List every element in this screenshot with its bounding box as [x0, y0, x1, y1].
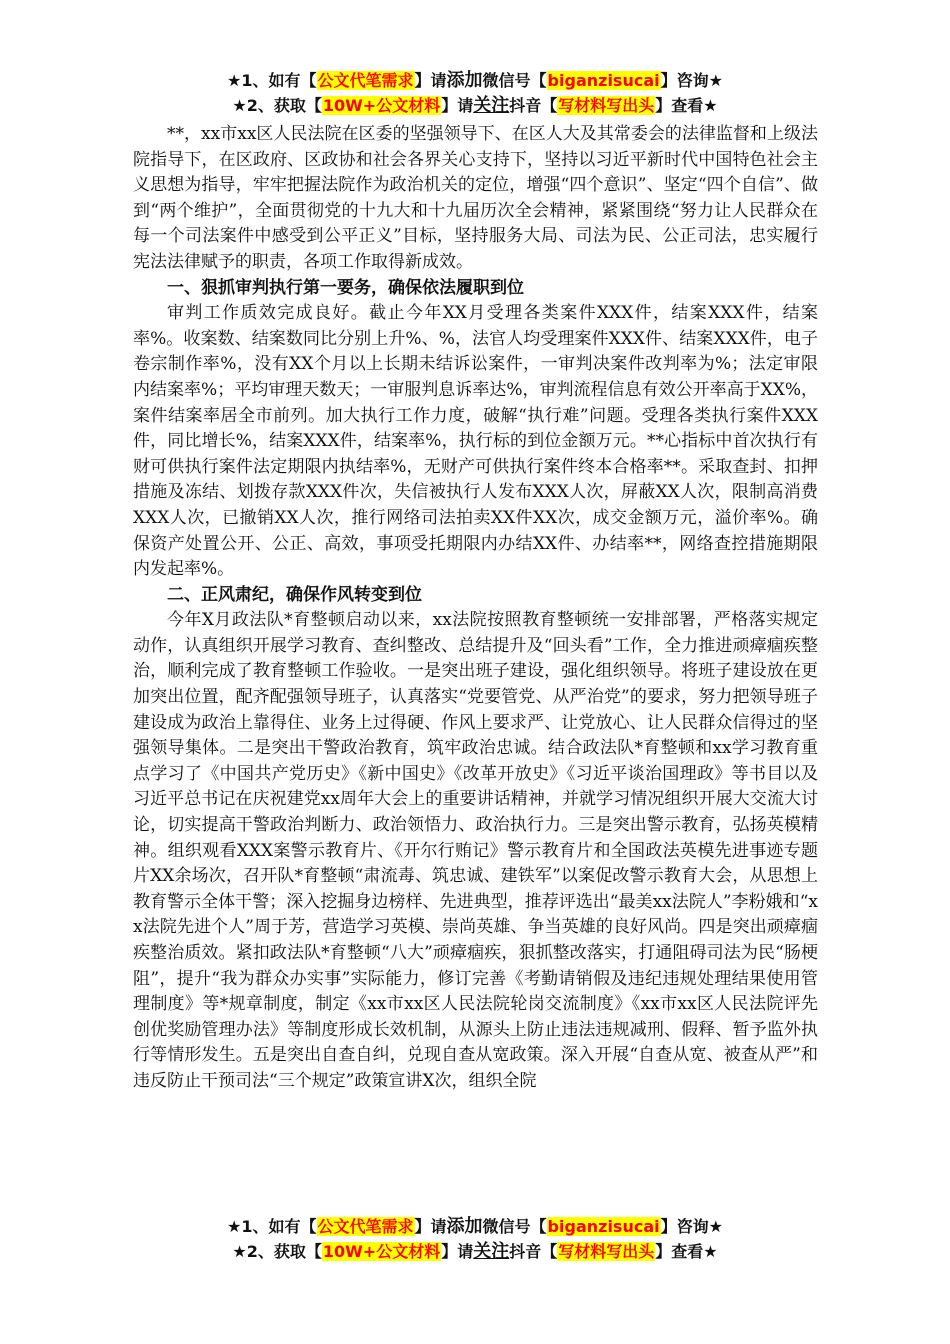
banner-line-1: [0, 1214, 950, 1239]
section-heading-2: 二、正风肃纪，确保作风转变到位: [167, 584, 422, 605]
banner-emphasis: 关注: [473, 95, 510, 116]
banner-line-1: [0, 68, 950, 93]
banner-text: 】查看★: [655, 1242, 718, 1261]
banner-emphasis: 添加: [446, 1216, 483, 1237]
banner-line-2: [0, 1239, 950, 1264]
banner-text: 抖音【: [509, 96, 558, 115]
banner-emphasis: 关注: [473, 1241, 510, 1262]
banner-text: 抖音【: [509, 1242, 558, 1261]
banner-text: 】请: [441, 96, 474, 115]
section-paragraph-2: 今年X月政法队*育整顿启动以来，xx法院按照教育整顿统一安排部署，严格落实规定动作，认真组织开展学习教育、查纠整改、总结提升及“回头看”工作，全力推进顽瘴痼疾整治，顺利完成了教育整顿工作验收。一是突出班子建设，强化组织领导。将班子建设放在更加突出位置，配齐配强领导班子，认真落实“党要管党、从严治党”的要求，努力把领导班子建设成为政治上靠得住、业务上过得硬、作风上要求严、让党放心、让人民群众信得过的坚强领导集体。二是突出干警政治教育，筑牢政治忠诚。结合政法队*育整顿和xx学习教育重点学习了《中国共产党历史》《新中国史》《改革开放史》《习近平谈治国理政》等书目以及习近平总书记在庆祝建党xx周年大会上的重要讲话精神，并就学习情况组织开展大交流大讨论，切实提高干警政治判断力、政治领悟力、政治执行力。三是突出警示教育，弘扬英模精神。组织观看XXX案警示教育片、《开尔行贿记》警示教育片和全国政法英模先进事迹专题片XX余场次，召开队*育整顿“肃流毒、筑忠诚、建铁军”以案促改警示教育大会，从思想上教育警示全体干警；深入挖掘身边榜样、先进典型，推荐评选出“最美xx法院人”李粉娥和“xx法院先进个人”周于芳，营造学习英模、崇尚英雄、争当英雄的良好风尚。四是突出顽瘴痼疾整治质效。紧扣政法队*育整顿“八大”顽瘴痼疾，狠抓整改落实，打通阻碍司法为民“肠梗阻”，提升“我为群众办实事”实际能力，修订完善《考勤请销假及违纪违规处理结果使用管理制度》等*规章制度，制定《xx市xx区人民法院轮岗交流制度》《xx市xx区人民法院评先创优奖励管理办法》等制度形成长效机制，从源头上防止违法违规减刑、假释、暂予监外执行等情形发生。五是突出自查自纠，兑现自查从宽政策。深入开展“自查从宽、被查从严”和违反防止干预司法“三个规定”政策宣讲X次，组织全院: [133, 610, 818, 1091]
top-banner: [0, 68, 950, 118]
document-body: [133, 122, 818, 1095]
banner-line-2: [0, 93, 950, 118]
banner-highlight: 公文代笔需求: [317, 71, 414, 90]
banner-text: 】请: [441, 1242, 474, 1261]
banner-text: ★1、如有【: [227, 71, 317, 90]
banner-text: ★2、获取【: [232, 1242, 322, 1261]
banner-text: 】咨询★: [660, 71, 723, 90]
banner-highlight: 写材料写出头: [558, 1242, 655, 1261]
section-paragraph-1: 审判工作质效完成良好。截止今年XX月受理各类案件XXX件，结案XXX件，结案率%。收案数、结案数同比分别上升%、%，法官人均受理案件XXX件、结案XXX件，电子卷宗制作率%，没有XX个月以上长期未结诉讼案件，一审判决案件改判率为%；法定审限内结案率%；平均审理天数天；一审服判息诉率达%，审判流程信息有效公开率高于XX%，案件结案率居全市前列。加大执行工作力度，破解“执行难”问题。受理各类执行案件XXX件，同比增长%，结案XXX件，结案率%，执行标的到位金额万元。**心指标中首次执行有财可供执行案件法定期限内执结率%，无财产可供执行案件终本合格率**。采取查封、扣押措施及冻结、划拨存款XXX件次，失信被执行人发布XXX人次，屏蔽XX人次，限制高消费XXX人次，已撤销XX人次，推行网络司法拍卖XX件XX次，成交金额万元，溢价率%。确保资产处置公开、公正、高效，事项受托期限内办结XX件、办结率**，网络查控措施期限内发起率%。: [133, 303, 818, 580]
bottom-banner: [0, 1214, 950, 1264]
banner-highlight: 写材料写出头: [558, 96, 655, 115]
banner-text: ★2、获取【: [232, 96, 322, 115]
banner-text: 微信号【: [482, 1217, 547, 1236]
banner-text: 】咨询★: [660, 1217, 723, 1236]
intro-paragraph: **，xx市xx区人民法院在区委的坚强领导下、在区人大及其常委会的法律监督和上级法院指导下，在区政府、区政协和社会各界关心支持下，坚持以习近平新时代中国特色社会主义思想为指导，牢牢把握法院作为政治机关的定位，增强“四个意识”、坚定“四个自信”、做到“两个维护”，全面贯彻党的十九大和十九届历次全会精神，紧紧围绕“努力让人民群众在每一个司法案件中感受到公平正义”目标，坚持服务大局、司法为民、公正司法，忠实履行宪法法律赋予的职责，各项工作取得新成效。: [133, 124, 818, 272]
section-heading-1: 一、狠抓审判执行第一要务，确保依法履职到位: [167, 277, 524, 298]
banner-text: 微信号【: [482, 71, 547, 90]
banner-text: 】查看★: [655, 96, 718, 115]
banner-highlight: biganzisucai: [547, 1217, 660, 1236]
banner-text: 】请: [414, 1217, 447, 1236]
banner-highlight: 公文代笔需求: [317, 1217, 414, 1236]
banner-text: ★1、如有【: [227, 1217, 317, 1236]
banner-highlight: 10W+公文材料: [322, 1242, 441, 1261]
banner-text: 】请: [414, 71, 447, 90]
banner-highlight: 10W+公文材料: [322, 96, 441, 115]
banner-emphasis: 添加: [446, 70, 483, 91]
banner-highlight: biganzisucai: [547, 71, 660, 90]
